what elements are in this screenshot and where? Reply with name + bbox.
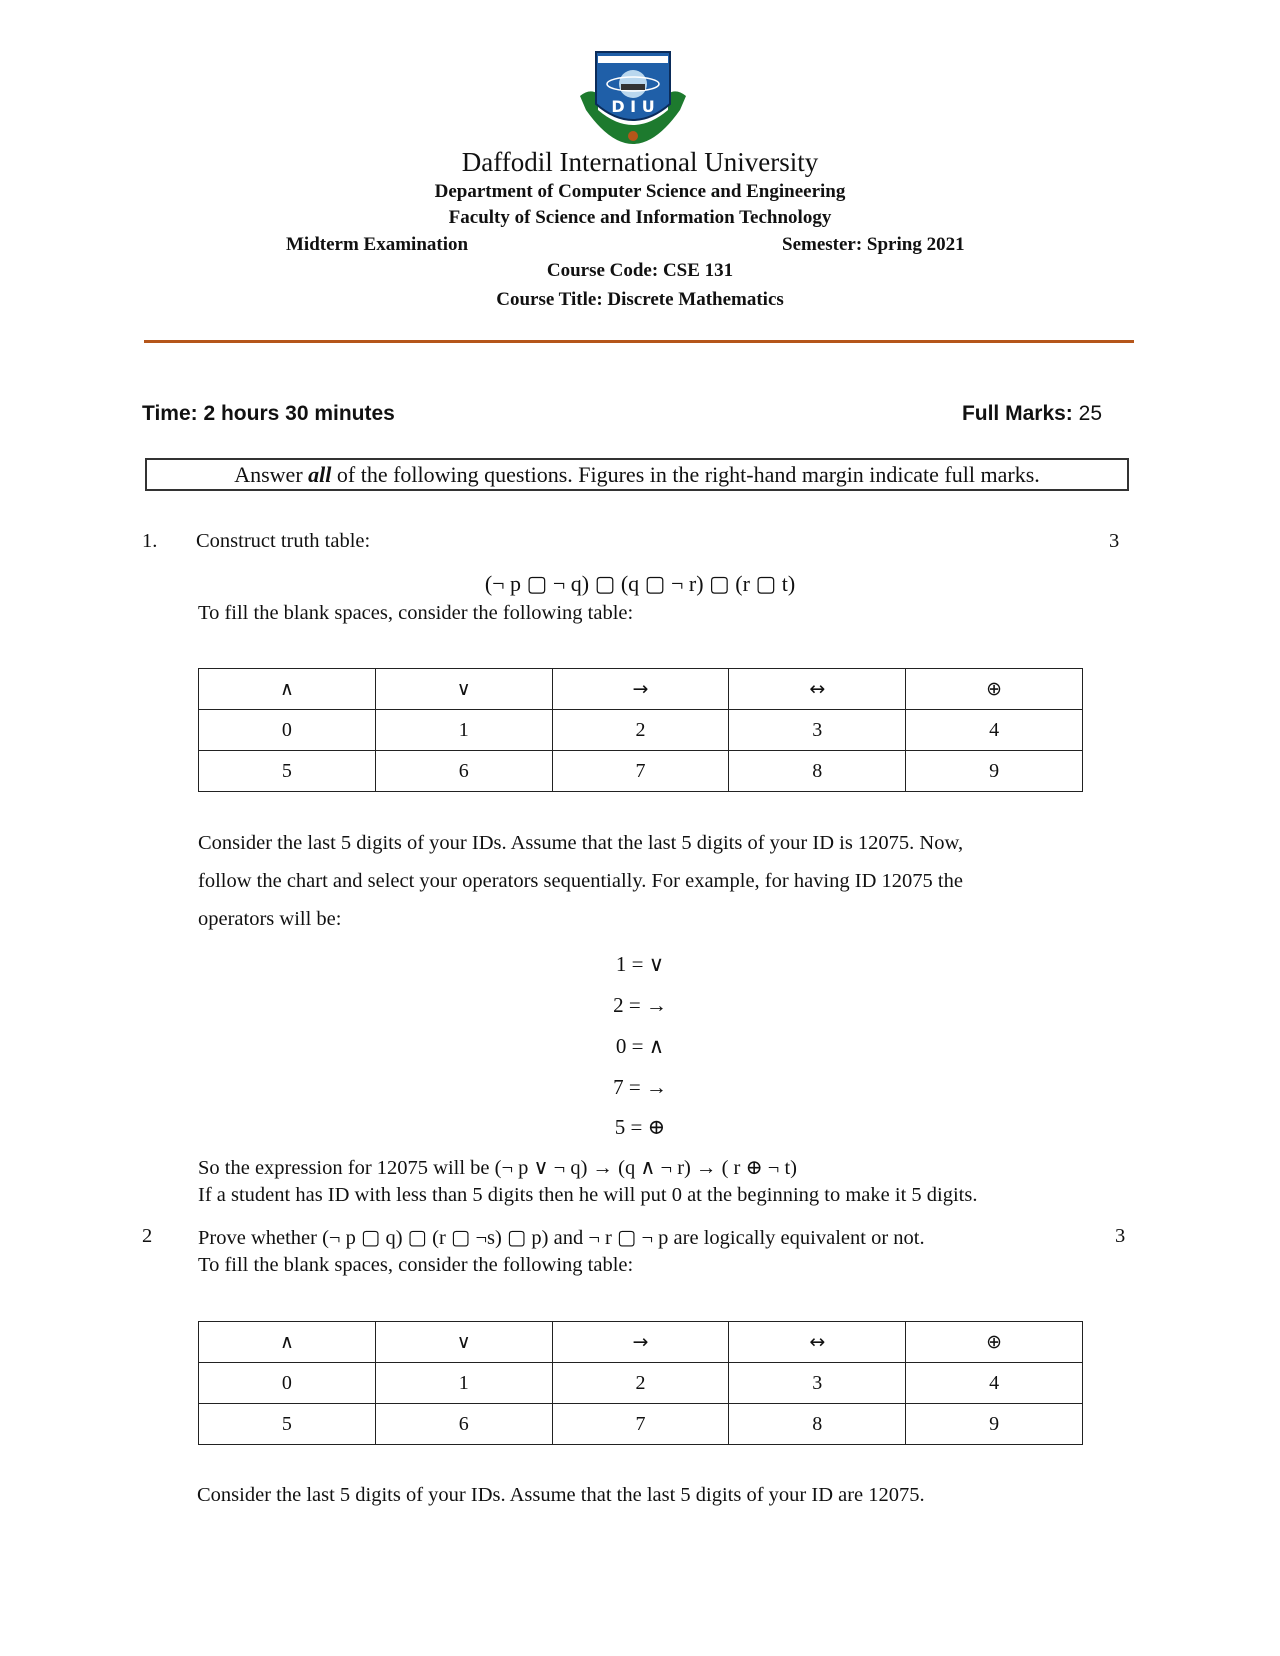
university-logo — [576, 48, 690, 144]
mapping-line: 1 = ∨ — [615, 952, 665, 976]
table-cell: ∨ — [375, 1322, 552, 1363]
table-row — [199, 1404, 1083, 1445]
mapping-line: 2 = → — [613, 993, 667, 1017]
instructions-text: Answer — [234, 462, 309, 487]
table-cell: 0 — [199, 710, 376, 751]
q1-fill-text: To fill the blank spaces, consider the following table: — [198, 602, 634, 624]
table-row — [199, 669, 1083, 710]
table-cell: 9 — [906, 751, 1083, 792]
table-row — [199, 710, 1083, 751]
q1-operator-table — [198, 668, 1083, 792]
q1-marks: 3 — [1109, 530, 1120, 552]
university-name: Daffodil International University — [461, 147, 819, 177]
table-row — [199, 1322, 1083, 1363]
table-cell: 5 — [199, 1404, 376, 1445]
table-cell: ↔ — [729, 1322, 906, 1363]
table-cell: ∨ — [375, 669, 552, 710]
time-allowed: Time: 2 hours 30 minutes — [142, 402, 395, 425]
table-cell: 6 — [375, 751, 552, 792]
exam-type: Midterm Examination — [286, 234, 469, 255]
department: Department of Computer Science and Engineering — [434, 181, 846, 202]
table-cell: ↔ — [729, 669, 906, 710]
full-marks-label: Full Marks: — [961, 402, 1073, 425]
table-cell: ⊕ — [906, 1322, 1083, 1363]
header-divider — [144, 340, 1134, 343]
q2-text: Prove whether (¬ p ▢ q) ▢ (r ▢ ¬s) ▢ p) and ¬ r ▢ ¬ p are logically equivalent or not. — [198, 1227, 925, 1249]
table-cell: 2 — [552, 1363, 729, 1404]
q1-note: If a student has ID with less than 5 digits then he will put 0 at the beginning to make it 5 digits. — [198, 1184, 978, 1206]
table-cell: 5 — [199, 751, 376, 792]
full-marks-value: 25 — [1078, 402, 1102, 425]
q1-paragraph-line: Consider the last 5 digits of your IDs. Assume that the last 5 digits of your ID is 12075. Now, — [198, 832, 964, 854]
instructions-text-end: of the following questions. Figures in the right-hand margin indicate full marks. — [331, 462, 1040, 487]
table-cell: ∧ — [199, 1322, 376, 1363]
table-cell: 8 — [729, 751, 906, 792]
faculty: Faculty of Science and Information Technology — [448, 207, 832, 228]
table-cell: 3 — [729, 710, 906, 751]
semester: Semester: Spring 2021 — [782, 234, 965, 255]
table-cell: 4 — [906, 710, 1083, 751]
q2-operator-table — [198, 1321, 1083, 1445]
q1-text: Construct truth table: — [196, 530, 371, 552]
q2-fill-text: To fill the blank spaces, consider the following table: — [198, 1254, 634, 1276]
table-cell: 0 — [199, 1363, 376, 1404]
table-row — [199, 1363, 1083, 1404]
table-cell: 7 — [552, 751, 729, 792]
instructions-box — [145, 458, 1129, 491]
course-code: Course Code: CSE 131 — [546, 260, 734, 281]
instructions-emphasis: all — [308, 462, 332, 487]
mapping-line: 7 = → — [613, 1075, 667, 1099]
table-cell: 3 — [729, 1363, 906, 1404]
table-cell: 2 — [552, 710, 729, 751]
q1-paragraph-line: operators will be: — [198, 908, 342, 930]
q1-formula: (¬ p ▢ ¬ q) ▢ (q ▢ ¬ r) ▢ (r ▢ t) — [484, 571, 796, 596]
svg-text:D I U: D I U — [611, 97, 655, 116]
full-marks — [962, 402, 1102, 426]
table-cell: 1 — [375, 710, 552, 751]
q1-number: 1. — [142, 530, 158, 552]
table-cell: 8 — [729, 1404, 906, 1445]
mapping-line: 0 = ∧ — [615, 1034, 665, 1058]
q2-paragraph: Consider the last 5 digits of your IDs. Assume that the last 5 digits of your ID are 12075. — [197, 1484, 925, 1506]
q1-paragraph-line: follow the chart and select your operators sequentially. For example, for having ID 12075 the — [198, 870, 963, 892]
table-cell: 1 — [375, 1363, 552, 1404]
table-cell: ⊕ — [906, 669, 1083, 710]
table-cell: → — [552, 1322, 729, 1363]
table-cell: 6 — [375, 1404, 552, 1445]
q2-marks: 3 — [1115, 1225, 1126, 1247]
table-cell: 7 — [552, 1404, 729, 1445]
table-cell: 9 — [906, 1404, 1083, 1445]
course-title: Course Title: Discrete Mathematics — [496, 289, 784, 310]
table-cell: → — [552, 669, 729, 710]
table-row — [199, 751, 1083, 792]
q1-expression: So the expression for 12075 will be (¬ p ∨ ¬ q) → (q ∧ ¬ r) → ( r ⊕ ¬ t) — [198, 1157, 798, 1179]
table-cell: ∧ — [199, 669, 376, 710]
mapping-line: 5 = ⊕ — [614, 1115, 666, 1139]
table-cell: 4 — [906, 1363, 1083, 1404]
q2-number: 2 — [142, 1225, 153, 1247]
